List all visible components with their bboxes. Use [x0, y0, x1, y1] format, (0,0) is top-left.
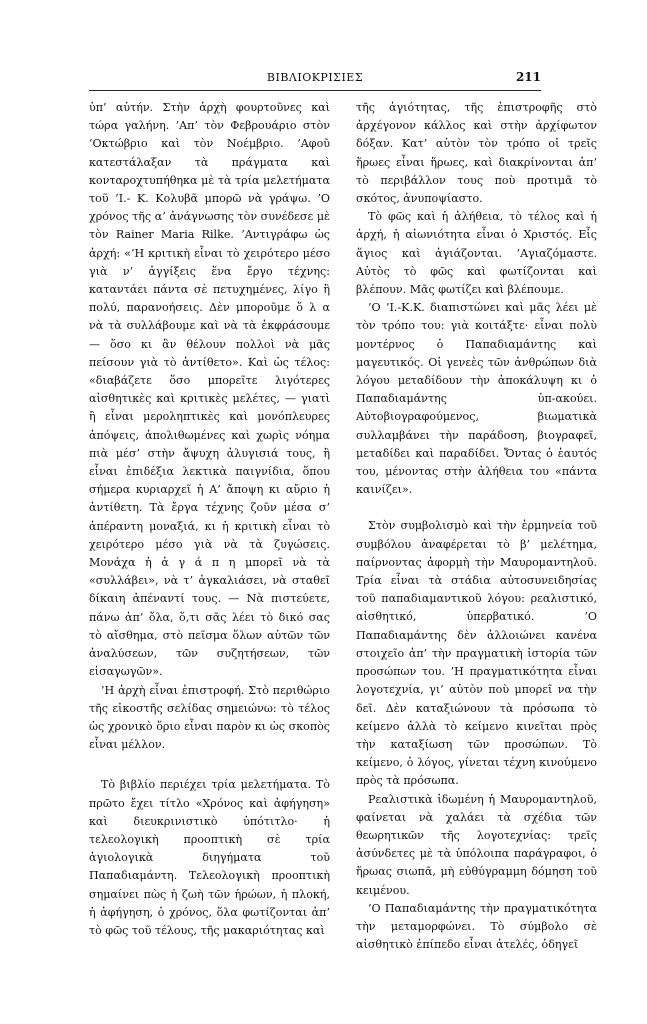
paragraph: ’Ο Παπαδιαμάντης τὴν πραγματικότητα τὴν μεταμορφώνει. Τὸ σύμβολο σὲ αἰσθητικὸ ἐπίπεδο εἶναι ἀτελές, ὁδηγεῖ — [356, 901, 597, 952]
running-title: ΒΙΒΛΙΟΚΡΙΣΙΕΣ — [266, 71, 364, 84]
paragraph: τῆς ἁγιότητας, τῆς ἐπιστροφῆς στὸ ἀρχέγονον κάλλος καὶ στὴν ἀρχίφωτον δόξαν. Κατ’ αὐτὸν τὸν τρόπο οἱ τρεῖς ἥρωες εἶναι ἥρωες, καὶ διακρίνονται ἀπ’ τὸ περιβάλλον τους ποὺ προτιμᾶ τὸ σκότος, ἀνυποψίαστο. — [356, 101, 597, 206]
paragraph: Τὸ βιβλίο περιέχει τρία μελετήματα. Τὸ πρῶτο ἔχει τίτλο «Χρόνος καὶ ἀφήγηση» καὶ διευκρινιστικὸ ὑπότιτλο· ἡ τελεολογικὴ προοπτικὴ σὲ τρία ἁγιολογικὰ διηγήματα τοῦ Παπαδιαμάντη. Τελεολογικὴ προοπτικὴ σημαίνει πὼς ἡ ζωὴ τῶν ἡρώων, ἡ πλοκή, ἡ ἀφήγηση, ὁ χρόνος, ὅλα φωτίζονται ἀπ’ τὸ φῶς τοῦ τέλους, τῆς μακαριότητας καὶ — [89, 778, 330, 937]
left-column — [89, 99, 330, 940]
paragraph: ’Η ἀρχὴ εἶναι ἐπιστροφή. Στὸ περιθώριο τῆς εἰκοστῆς σελίδας σημειώνω: τὸ τέλος ὡς χρονικὸ ὅριο εἶναι παρὸν κι ὡς σκοπὸς εἶναι μέλλον. — [89, 683, 330, 752]
paragraph: ὑπ’ αὐτήν. Στὴν ἀρχὴ φουρτοῦνες καὶ τώρα γαλήνη. ’Απ’ τὸν Φεβρουάριο στὸν ’Οκτώβριο καὶ τὸν Νοέμβριο. ’Αφοῦ κατεστάλαξαν τὰ πράγματα καὶ κονταροχτυπήθηκα μὲ τὰ τρία μελετήματα τοῦ ’Ι.- Κ. Κολυβᾶ μπορῶ νὰ γράψω. ’Ο χρόνος τῆς α’ ἀνάγνωσης τὸν συνέδεσε μὲ τὸν Rainer Maria Rilke. ’Αντιγράφω ὡς ἀρχή: «’Η κριτικὴ εἶναι τὸ χειρότερο μέσο γιὰ ν’ ἀγγίξεις ἕνα ἔργο τέχνης: καταντάει πάντα σὲ πετυχημένες, λίγο ἢ πολύ, παρανοήσεις. Δὲν μποροῦμε ὅ λ α νὰ τὰ συλλάβουμε καὶ νὰ τὰ ἐκφράσουμε — ὅσο κι ἂν θέλουν πολλοὶ νὰ μᾶς πείσουν γιὰ τὸ ἀντίθετο». Καὶ ὡς τέλος: «διαβάζετε ὅσο μπορεῖτε λιγότερες αἰσθητικὲς καὶ κριτικὲς μελέτες, — γιατὶ ἢ εἶναι μεροληπτικὲς καὶ μονόπλευρες ἀπόψεις, ἀπολιθωμένες καὶ χωρὶς νόημα πιὰ μέσ’ στὴν ἄψυχη ἀλυγισιά τους, ἢ εἶναι ἐπιδέξια λεκτικὰ παιγνίδια, ὅπου σήμερα κυριαρχεῖ ἡ Α’ ἄποψη κι αὔριο ἡ ἀντίθετη. Τὰ ἔργα τέχνης ζοῦν μέσα σ’ ἀπέραντη μοναξιά, κι ἡ κριτικὴ εἶναι τὸ χειρότερο μέσο γιὰ νὰ τὰ ζυγώσεις. Μονάχα ἡ ἀ γ ά π η μπορεῖ νὰ τὰ «συλλάβει», νὰ τ’ ἀγκαλιάσει, νὰ σταθεῖ δίκαιη ἀπέναντί τους. — Νὰ πιστεύετε, πάνω ἀπ’ ὅλα, ὅ,τι σᾶς λέει τὸ δικό σας τὸ αἴσθημα, στὸ πεῖσμα ὅλων αὐτῶν τῶν ἀναλύσεων, τῶν συζητήσεων, τῶν εἰσαγωγῶν». — [89, 101, 330, 679]
right-column — [356, 99, 597, 954]
paragraph: ’Ο ’Ι.-Κ.Κ. διαπιστώνει καὶ μᾶς λέει μὲ τὸν τρόπο του: γιὰ κοιτάξτε· εἶναι πολὺ μοντέρνος ὁ Παπαδιαμάντης καὶ μαγευτικός. Οἱ γενεὲς τῶν ἀνθρώπων διὰ λόγου μεταδίδουν τὴν ἀποκάλυψη κι ὁ Παπαδιαμάντης ὑπ-ακούει. Αὐτοβιογραφούμενος, βιωματικὰ συλλαμβάνει τὴν παράδοση, βιογραφεῖ, μεταδίδει καὶ παραδίδει. Ὄντας ὁ ἑαυτός του, μένοντας στὴν ἀλήθεια του «πάντα καινίζει». — [356, 301, 597, 497]
page-number: 211 — [515, 70, 541, 84]
paragraph: Τὸ φῶς καὶ ἡ ἀλήθεια, τὸ τέλος καὶ ἡ ἀρχή, ἡ αἰωνιότητα εἶναι ὁ Χριστός. Εἷς ἅγιος καὶ ἁγιάζονται. ’Αγιαζόμαστε. Αὐτὸς τὸ φῶς καὶ φωτίζονται καὶ βλέπουν. Μᾶς φωτίζει καὶ βλέπουμε. — [356, 210, 597, 297]
paragraph: Ρεαλιστικὰ ἰδωμένη ἡ Μαυρομαντηλοῦ, φαίνεται νὰ χαλάει τὰ σχέδια τῶν θεωρητικῶν τῆς λογοτεχνίας: τρεῖς ἀσύνδετες μὲ τὰ ὑπόλοιπα παράγραφοι, ὁ ἥρωας σιωπᾶ, μὴ εὐθύγραμμη δόμηση τοῦ κειμένου. — [356, 792, 597, 897]
page-header — [89, 68, 541, 91]
paragraph: Στὸν συμβολισμὸ καὶ τὴν ἑρμηνεία τοῦ συμβόλου ἀναφέρεται τὸ β’ μελέτημα, παίρνοντας ἀφορμὴ τὴν Μαυρομαντηλοῦ. Τρία εἶναι τὰ στάδια αὐτοσυνειδησίας τοῦ παπαδιαμαντικοῦ λόγου: ρεαλιστικό, αἰσθητικό, ὑπερβατικό. ’Ο Παπαδιαμάντης δὲν ἀλλοιώνει κανένα στοιχεῖο ἀπ’ τὴν πραγματικὴ ἱστορία τῶν προσώπων του. ’Η πραγματικότητα εἶναι λογοτεχνία, γι’ αὐτὸν ποὺ μπορεῖ να τὴν δεῖ. Δὲν καταξιώνουν τὰ πρόσωπα τὸ κείμενο ἀλλὰ τὸ κείμενο κινεῖται πρὸς τὴν καταξίωση τῶν προσώπων. Τὸ κείμενο, ὁ λόγος, γίνεται τέχνη κινούμενο πρὸς τὰ πρόσωπα. — [356, 519, 597, 788]
